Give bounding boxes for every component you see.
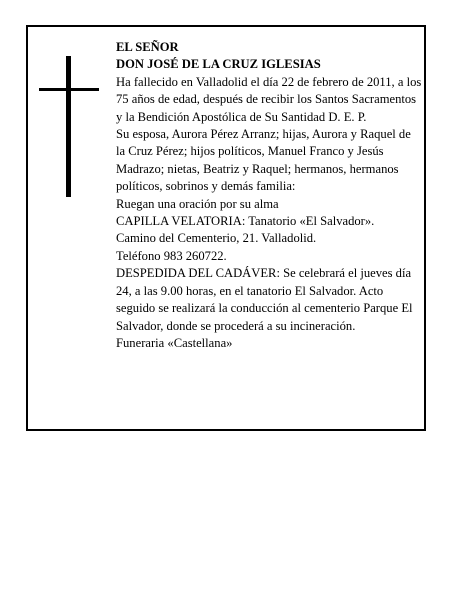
notice-title-line-1: EL SEÑOR — [116, 40, 179, 54]
cross-vertical-bar — [66, 56, 71, 197]
wake-phone: Teléfono 983 260722. — [116, 248, 227, 263]
family-list: Su esposa, Aurora Pérez Arranz; hijas, Aurora y Raquel de la Cruz Pérez; hijos políticos, Manuel Franco y Jesús Madrazo; nietas, Beatriz y Raquel; hermanos, hermanos políticos, sobrinos y demás familia: — [116, 127, 411, 194]
funeral-home: Funeraria «Castellana» — [116, 335, 233, 350]
cross-horizontal-bar — [39, 88, 99, 91]
wake-location: CAPILLA VELATORIA: Tanatorio «El Salvador». — [116, 214, 375, 229]
notice-body — [116, 39, 422, 352]
funeral-details: DESPEDIDA DEL CADÁVER: Se celebrará el jueves día 24, a las 9.00 horas, en el tanatorio El Salvador. Acto seguido se realizará la conducción al cementerio Parque El Salvador, donde se procederá a su incineración. — [116, 266, 413, 333]
deceased-name: DON JOSÉ DE LA CRUZ IGLESIAS — [116, 57, 321, 72]
wake-address: Camino del Cementerio, 21. Valladolid. — [116, 231, 317, 246]
prayer-request: Ruegan una oración por su alma — [116, 196, 279, 211]
death-announcement: Ha fallecido en Valladolid el día 22 de febrero de 2011, a los 75 años de edad, después de recibir los Santos Sacramentos y la Bendición Apostólica de Su Santidad D. E. P. — [116, 74, 422, 124]
obituary-notice — [26, 25, 426, 431]
